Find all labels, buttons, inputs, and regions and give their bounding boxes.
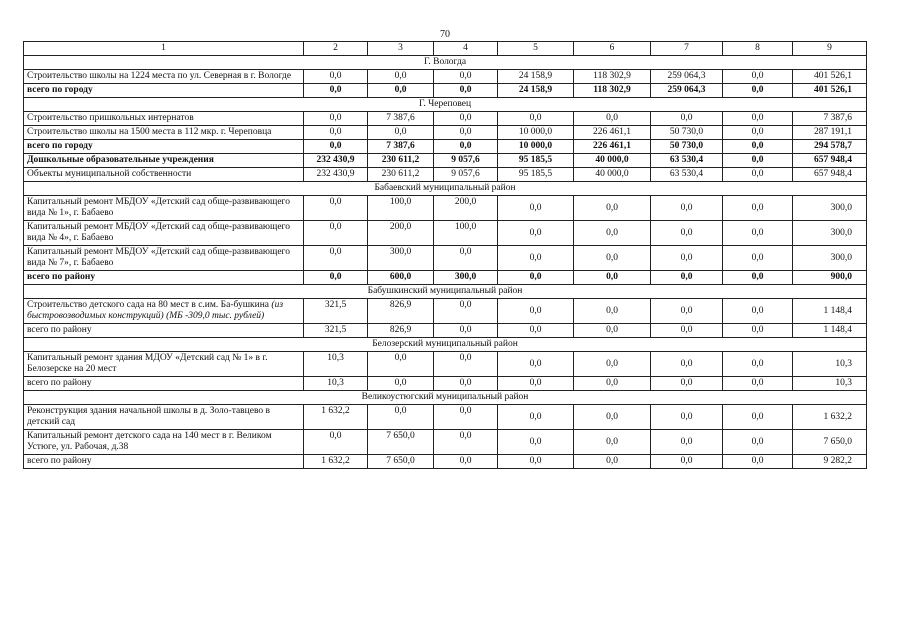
value-cell: 0,0 bbox=[723, 352, 793, 377]
value-cell: 0,0 bbox=[434, 126, 498, 140]
value-cell: 200,0 bbox=[368, 221, 434, 246]
value-cell: 826,9 bbox=[368, 299, 434, 324]
value-cell: 24 158,9 bbox=[498, 70, 574, 84]
value-cell: 300,0 bbox=[434, 271, 498, 285]
value-cell: 9 282,2 bbox=[793, 455, 867, 469]
value-cell: 95 185,5 bbox=[498, 168, 574, 182]
value-cell: 100,0 bbox=[434, 221, 498, 246]
item-name-cell bbox=[24, 168, 304, 182]
item-name: Строительство школы на 1500 места в 112 мкр. г. Череповца bbox=[27, 127, 272, 137]
item-name: Реконструкция здания начальной школы в д. Золо-тавцево в детский сад bbox=[27, 406, 270, 427]
value-cell: 0,0 bbox=[574, 271, 651, 285]
item-name-cell bbox=[24, 126, 304, 140]
value-cell: 226 461,1 bbox=[574, 126, 651, 140]
value-cell: 0,0 bbox=[574, 352, 651, 377]
value-cell: 0,0 bbox=[574, 112, 651, 126]
value-cell: 0,0 bbox=[723, 196, 793, 221]
value-cell: 200,0 bbox=[434, 196, 498, 221]
column-number: 9 bbox=[793, 42, 867, 56]
value-cell: 0,0 bbox=[574, 377, 651, 391]
item-name-cell bbox=[24, 112, 304, 126]
value-cell: 7 387,6 bbox=[793, 112, 867, 126]
value-cell: 0,0 bbox=[498, 377, 574, 391]
value-cell: 63 530,4 bbox=[651, 154, 723, 168]
value-cell: 0,0 bbox=[651, 112, 723, 126]
column-number: 1 bbox=[24, 42, 304, 56]
item-name-cell bbox=[24, 84, 304, 98]
value-cell: 300,0 bbox=[793, 246, 867, 271]
section-header-row bbox=[24, 338, 867, 352]
section-header-row bbox=[24, 182, 867, 196]
value-cell: 0,0 bbox=[498, 352, 574, 377]
value-cell: 0,0 bbox=[651, 377, 723, 391]
value-cell: 0,0 bbox=[434, 352, 498, 377]
value-cell: 0,0 bbox=[434, 140, 498, 154]
value-cell: 95 185,5 bbox=[498, 154, 574, 168]
value-cell: 0,0 bbox=[434, 84, 498, 98]
value-cell: 0,0 bbox=[723, 455, 793, 469]
value-cell: 0,0 bbox=[368, 377, 434, 391]
value-cell: 50 730,0 bbox=[651, 140, 723, 154]
value-cell: 259 064,3 bbox=[651, 84, 723, 98]
value-cell: 287 191,1 bbox=[793, 126, 867, 140]
table-row bbox=[24, 299, 867, 324]
value-cell: 0,0 bbox=[651, 196, 723, 221]
table-row bbox=[24, 430, 867, 455]
item-name: всего по району bbox=[27, 272, 96, 282]
value-cell: 0,0 bbox=[723, 140, 793, 154]
value-cell: 0,0 bbox=[304, 246, 368, 271]
table-row bbox=[24, 246, 867, 271]
item-name-cell bbox=[24, 246, 304, 271]
value-cell: 10,3 bbox=[304, 352, 368, 377]
column-number-row bbox=[24, 42, 867, 56]
item-name: Капитальный ремонт МБДОУ «Детский сад обще-развивающего вида № 4», г. Бабаево bbox=[27, 222, 290, 243]
total-row bbox=[24, 154, 867, 168]
value-cell: 0,0 bbox=[574, 221, 651, 246]
table-body bbox=[24, 42, 867, 469]
value-cell: 0,0 bbox=[723, 126, 793, 140]
table-row bbox=[24, 324, 867, 338]
value-cell: 0,0 bbox=[368, 352, 434, 377]
table-row bbox=[24, 377, 867, 391]
value-cell: 0,0 bbox=[304, 126, 368, 140]
value-cell: 7 650,0 bbox=[368, 455, 434, 469]
value-cell: 401 526,1 bbox=[793, 70, 867, 84]
budget-table bbox=[23, 41, 867, 469]
value-cell: 50 730,0 bbox=[651, 126, 723, 140]
value-cell: 0,0 bbox=[304, 196, 368, 221]
value-cell: 0,0 bbox=[723, 84, 793, 98]
value-cell: 0,0 bbox=[498, 405, 574, 430]
item-name-cell bbox=[24, 455, 304, 469]
value-cell: 826,9 bbox=[368, 324, 434, 338]
section-header-row bbox=[24, 285, 867, 299]
value-cell: 0,0 bbox=[434, 70, 498, 84]
value-cell: 0,0 bbox=[651, 352, 723, 377]
value-cell: 0,0 bbox=[368, 70, 434, 84]
value-cell: 0,0 bbox=[304, 271, 368, 285]
value-cell: 0,0 bbox=[574, 246, 651, 271]
section-header-row bbox=[24, 391, 867, 405]
value-cell: 0,0 bbox=[723, 221, 793, 246]
value-cell: 230 611,2 bbox=[368, 168, 434, 182]
value-cell: 0,0 bbox=[574, 196, 651, 221]
item-name: всего по району bbox=[27, 378, 92, 388]
value-cell: 0,0 bbox=[434, 377, 498, 391]
table-row bbox=[24, 196, 867, 221]
value-cell: 118 302,9 bbox=[574, 70, 651, 84]
value-cell: 0,0 bbox=[434, 455, 498, 469]
value-cell: 1 632,2 bbox=[793, 405, 867, 430]
value-cell: 0,0 bbox=[723, 324, 793, 338]
item-name-cell bbox=[24, 221, 304, 246]
table-row bbox=[24, 405, 867, 430]
value-cell: 0,0 bbox=[651, 246, 723, 271]
value-cell: 0,0 bbox=[498, 430, 574, 455]
item-name: всего по городу bbox=[27, 141, 93, 151]
value-cell: 0,0 bbox=[498, 112, 574, 126]
value-cell: 0,0 bbox=[651, 221, 723, 246]
item-name-cell bbox=[24, 271, 304, 285]
value-cell: 0,0 bbox=[304, 84, 368, 98]
column-number: 4 bbox=[434, 42, 498, 56]
total-row bbox=[24, 271, 867, 285]
table-row bbox=[24, 168, 867, 182]
item-name: Объекты муниципальной собственности bbox=[27, 169, 192, 179]
value-cell: 0,0 bbox=[498, 455, 574, 469]
column-number: 3 bbox=[368, 42, 434, 56]
item-name: Капитальный ремонт МБДОУ «Детский сад обще-развивающего вида № 7», г. Бабаево bbox=[27, 247, 290, 268]
value-cell: 0,0 bbox=[723, 70, 793, 84]
item-name: всего по городу bbox=[27, 85, 93, 95]
item-name-cell bbox=[24, 405, 304, 430]
item-name-cell bbox=[24, 430, 304, 455]
value-cell: 118 302,9 bbox=[574, 84, 651, 98]
value-cell: 259 064,3 bbox=[651, 70, 723, 84]
value-cell: 1 632,2 bbox=[304, 405, 368, 430]
item-name: Капитальный ремонт здания МДОУ «Детский сад № 1» в г. Белозерске на 20 мест bbox=[27, 353, 268, 374]
value-cell: 0,0 bbox=[723, 377, 793, 391]
value-cell: 0,0 bbox=[574, 430, 651, 455]
item-name-cell bbox=[24, 299, 304, 324]
item-note: (из быстровозводимых конструкций) (МБ -309,0 тыс. рублей) bbox=[27, 300, 284, 321]
value-cell: 0,0 bbox=[434, 112, 498, 126]
value-cell: 321,5 bbox=[304, 324, 368, 338]
value-cell: 300,0 bbox=[793, 196, 867, 221]
section-title: Г. Вологда bbox=[24, 56, 867, 70]
value-cell: 0,0 bbox=[368, 84, 434, 98]
item-name: Строительство школы на 1224 места по ул. Северная в г. Вологде bbox=[27, 71, 292, 81]
item-name-cell bbox=[24, 352, 304, 377]
value-cell: 1 148,4 bbox=[793, 299, 867, 324]
total-row bbox=[24, 140, 867, 154]
value-cell: 0,0 bbox=[723, 405, 793, 430]
value-cell: 7 387,6 bbox=[368, 140, 434, 154]
value-cell: 0,0 bbox=[651, 299, 723, 324]
value-cell: 300,0 bbox=[793, 221, 867, 246]
value-cell: 0,0 bbox=[574, 455, 651, 469]
value-cell: 321,5 bbox=[304, 299, 368, 324]
table-row bbox=[24, 352, 867, 377]
value-cell: 0,0 bbox=[498, 246, 574, 271]
value-cell: 0,0 bbox=[434, 246, 498, 271]
value-cell: 0,0 bbox=[723, 430, 793, 455]
value-cell: 0,0 bbox=[651, 455, 723, 469]
item-name-cell bbox=[24, 140, 304, 154]
value-cell: 7 650,0 bbox=[368, 430, 434, 455]
table-row bbox=[24, 455, 867, 469]
value-cell: 40 000,0 bbox=[574, 154, 651, 168]
section-title: Бабаевский муниципальный район bbox=[24, 182, 867, 196]
value-cell: 9 057,6 bbox=[434, 154, 498, 168]
section-header-row bbox=[24, 98, 867, 112]
value-cell: 0,0 bbox=[574, 324, 651, 338]
value-cell: 294 578,7 bbox=[793, 140, 867, 154]
section-header-row bbox=[24, 56, 867, 70]
value-cell: 0,0 bbox=[498, 196, 574, 221]
value-cell: 7 650,0 bbox=[793, 430, 867, 455]
item-name: Капитальный ремонт детского сада на 140 мест в г. Великом Устюге, ул. Рабочая, д.38 bbox=[27, 431, 272, 452]
value-cell: 0,0 bbox=[434, 324, 498, 338]
value-cell: 10,3 bbox=[793, 352, 867, 377]
value-cell: 0,0 bbox=[723, 271, 793, 285]
value-cell: 0,0 bbox=[434, 430, 498, 455]
section-title: Бабушкинский муниципальный район bbox=[24, 285, 867, 299]
value-cell: 0,0 bbox=[304, 112, 368, 126]
value-cell: 9 057,6 bbox=[434, 168, 498, 182]
value-cell: 0,0 bbox=[651, 430, 723, 455]
column-number: 5 bbox=[498, 42, 574, 56]
value-cell: 226 461,1 bbox=[574, 140, 651, 154]
item-name-cell bbox=[24, 324, 304, 338]
item-name: всего по району bbox=[27, 456, 92, 466]
value-cell: 600,0 bbox=[368, 271, 434, 285]
value-cell: 232 430,9 bbox=[304, 154, 368, 168]
value-cell: 7 387,6 bbox=[368, 112, 434, 126]
item-name: всего по району bbox=[27, 325, 92, 335]
item-name-cell bbox=[24, 70, 304, 84]
table-row bbox=[24, 126, 867, 140]
value-cell: 0,0 bbox=[574, 405, 651, 430]
value-cell: 0,0 bbox=[304, 140, 368, 154]
value-cell: 10 000,0 bbox=[498, 126, 574, 140]
value-cell: 230 611,2 bbox=[368, 154, 434, 168]
value-cell: 0,0 bbox=[498, 271, 574, 285]
value-cell: 10,3 bbox=[793, 377, 867, 391]
value-cell: 900,0 bbox=[793, 271, 867, 285]
value-cell: 401 526,1 bbox=[793, 84, 867, 98]
item-name: Строительство детского сада на 80 мест в с.им. Ба-бушкина bbox=[27, 300, 270, 310]
value-cell: 24 158,9 bbox=[498, 84, 574, 98]
section-title: Г. Череповец bbox=[24, 98, 867, 112]
value-cell: 10 000,0 bbox=[498, 140, 574, 154]
value-cell: 300,0 bbox=[368, 246, 434, 271]
value-cell: 0,0 bbox=[304, 221, 368, 246]
value-cell: 63 530,4 bbox=[651, 168, 723, 182]
column-number: 7 bbox=[651, 42, 723, 56]
item-name-cell bbox=[24, 154, 304, 168]
value-cell: 0,0 bbox=[304, 430, 368, 455]
value-cell: 232 430,9 bbox=[304, 168, 368, 182]
value-cell: 0,0 bbox=[723, 112, 793, 126]
value-cell: 657 948,4 bbox=[793, 168, 867, 182]
value-cell: 0,0 bbox=[498, 221, 574, 246]
value-cell: 0,0 bbox=[434, 405, 498, 430]
value-cell: 100,0 bbox=[368, 196, 434, 221]
table-row bbox=[24, 70, 867, 84]
value-cell: 0,0 bbox=[723, 246, 793, 271]
page-number: 70 bbox=[440, 29, 450, 40]
section-title: Великоустюгский муниципальный район bbox=[24, 391, 867, 405]
value-cell: 1 632,2 bbox=[304, 455, 368, 469]
value-cell: 0,0 bbox=[368, 126, 434, 140]
value-cell: 0,0 bbox=[574, 299, 651, 324]
column-number: 8 bbox=[723, 42, 793, 56]
value-cell: 0,0 bbox=[434, 299, 498, 324]
value-cell: 0,0 bbox=[651, 405, 723, 430]
total-row bbox=[24, 84, 867, 98]
section-title: Белозерский муниципальный район bbox=[24, 338, 867, 352]
value-cell: 0,0 bbox=[304, 70, 368, 84]
value-cell: 0,0 bbox=[498, 299, 574, 324]
column-number: 2 bbox=[304, 42, 368, 56]
value-cell: 1 148,4 bbox=[793, 324, 867, 338]
value-cell: 0,0 bbox=[368, 405, 434, 430]
item-name: Дошкольные образовательные учреждения bbox=[27, 155, 214, 165]
value-cell: 657 948,4 bbox=[793, 154, 867, 168]
item-name: Строительство пришкольных интернатов bbox=[27, 113, 194, 123]
value-cell: 40 000,0 bbox=[574, 168, 651, 182]
value-cell: 0,0 bbox=[651, 271, 723, 285]
value-cell: 0,0 bbox=[498, 324, 574, 338]
value-cell: 0,0 bbox=[723, 154, 793, 168]
value-cell: 0,0 bbox=[651, 324, 723, 338]
item-name-cell bbox=[24, 377, 304, 391]
table-row bbox=[24, 112, 867, 126]
item-name-cell bbox=[24, 196, 304, 221]
value-cell: 10,3 bbox=[304, 377, 368, 391]
item-name: Капитальный ремонт МБДОУ «Детский сад обще-развивающего вида № 1», г. Бабаево bbox=[27, 197, 290, 218]
value-cell: 0,0 bbox=[723, 299, 793, 324]
table-row bbox=[24, 221, 867, 246]
value-cell: 0,0 bbox=[723, 168, 793, 182]
column-number: 6 bbox=[574, 42, 651, 56]
